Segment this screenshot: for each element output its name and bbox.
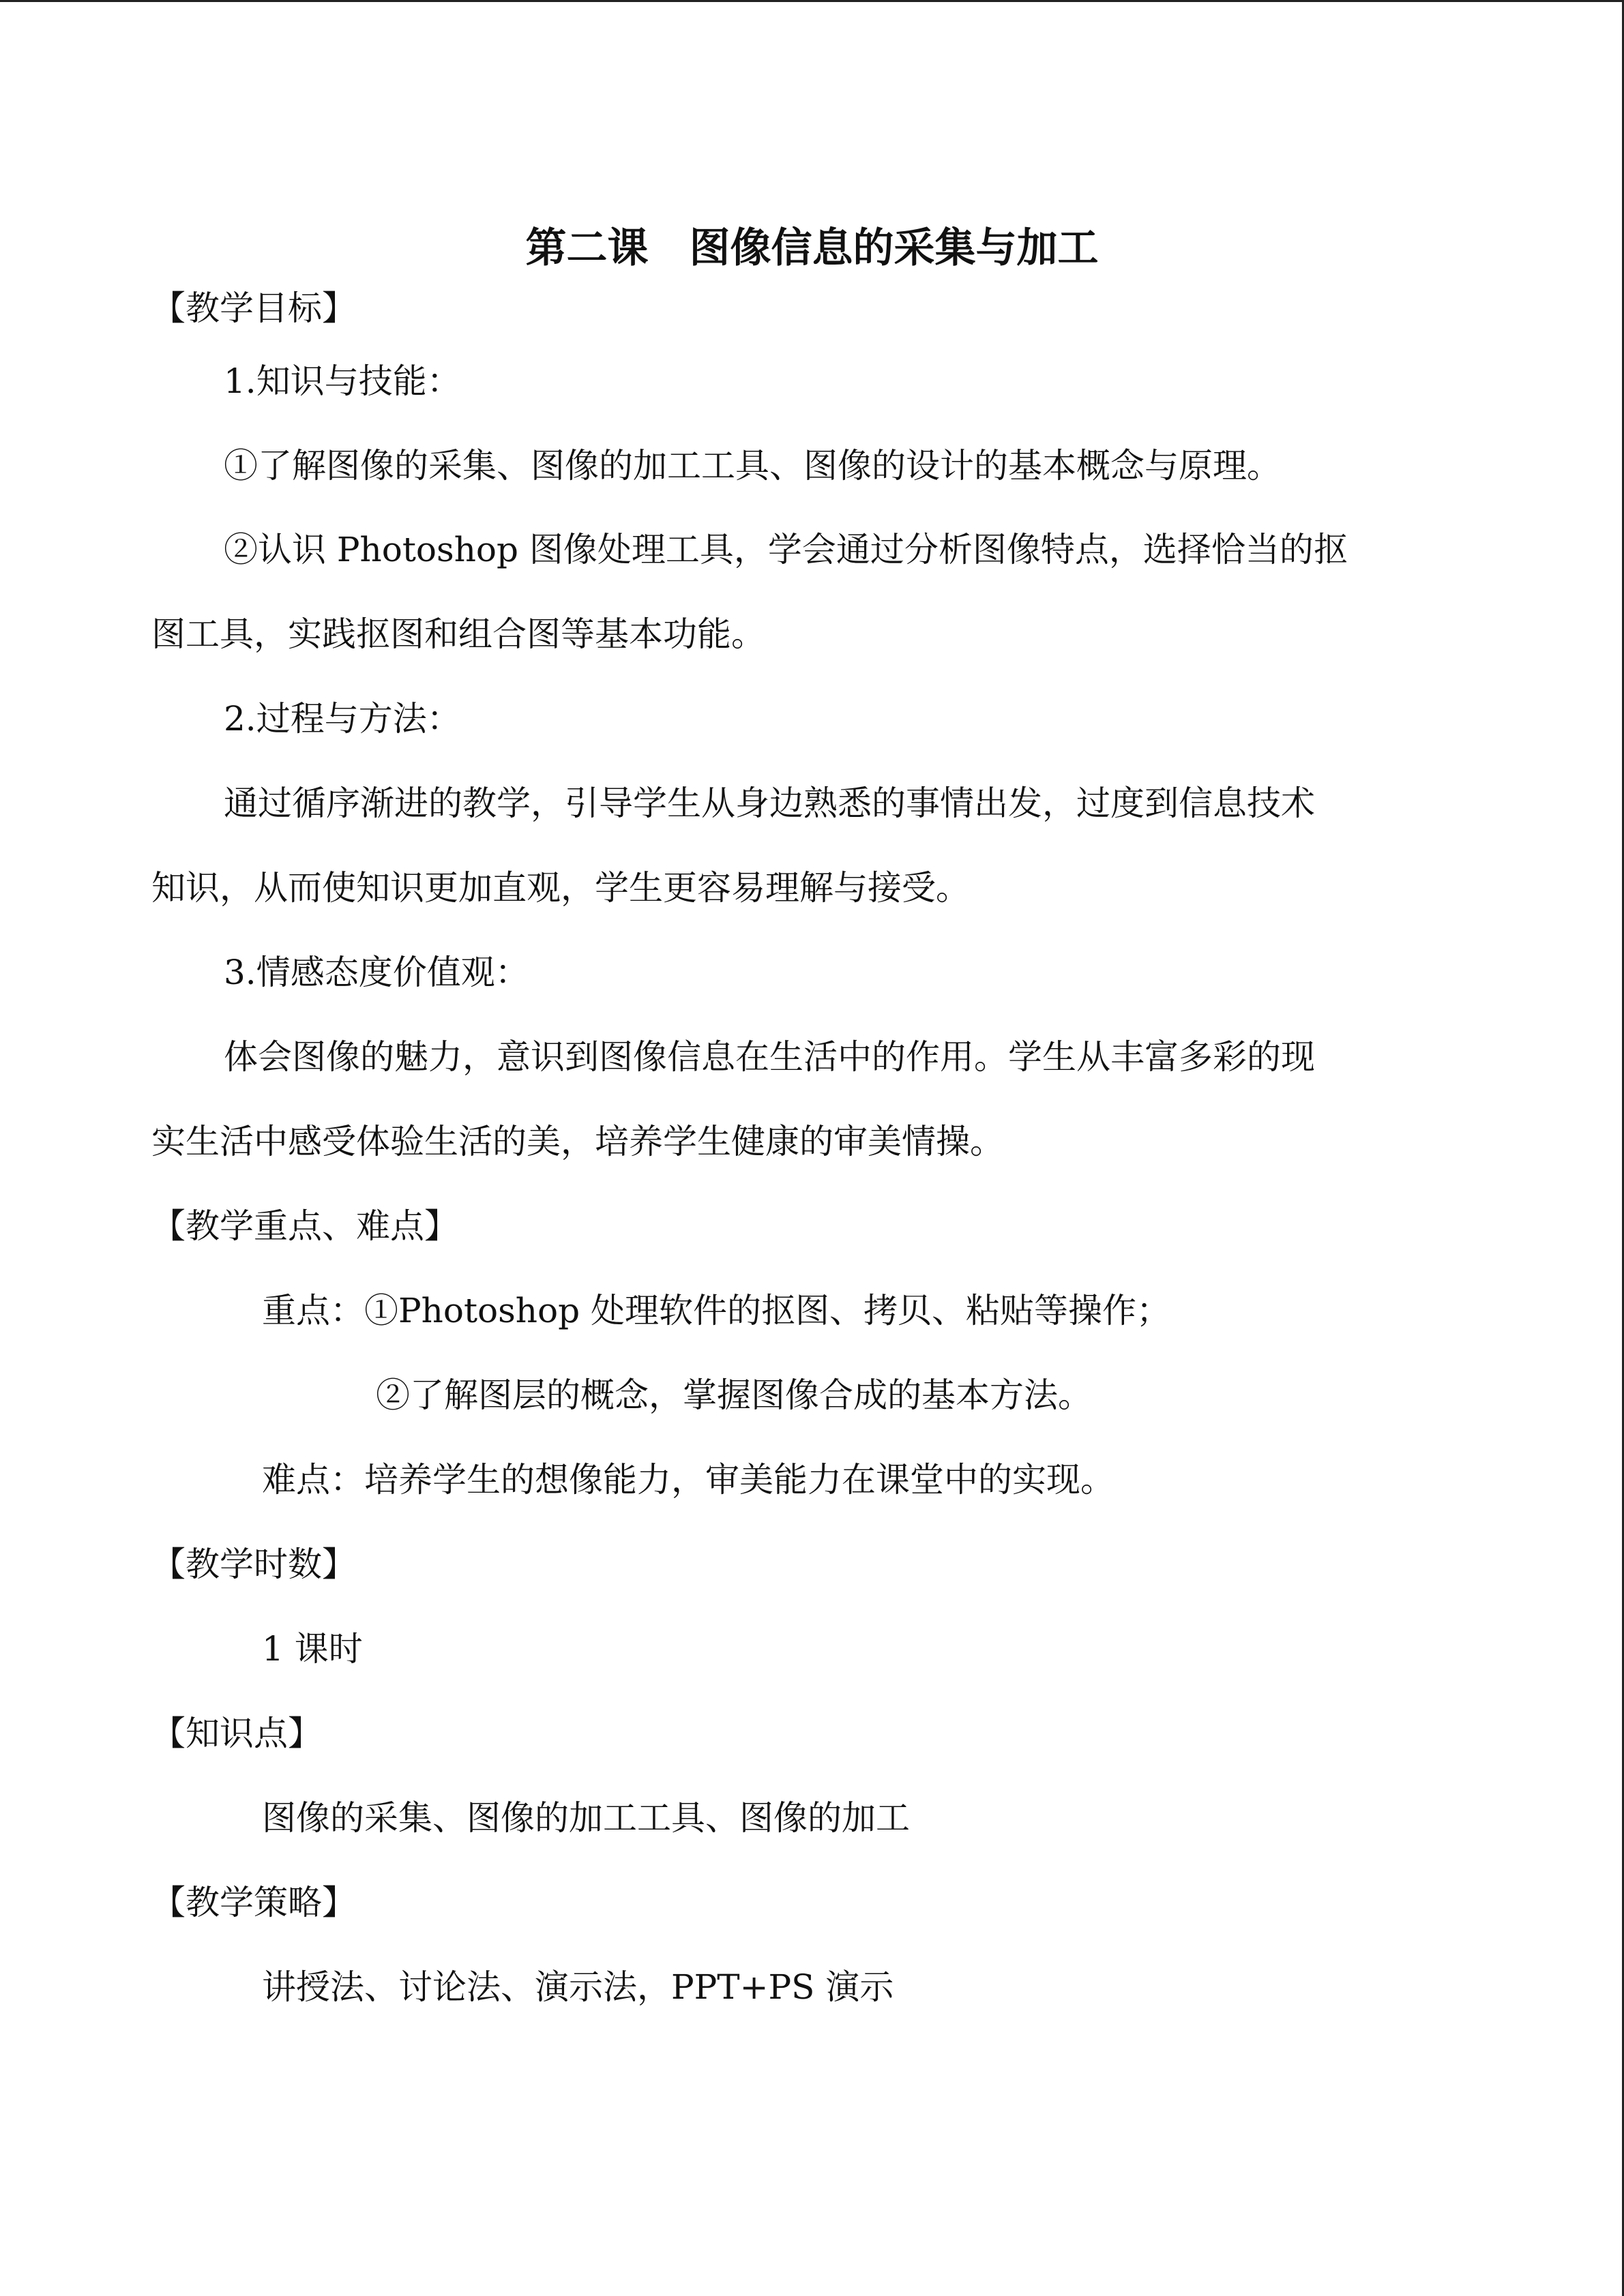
strategy-heading: 【教学策略】 xyxy=(151,1883,356,1922)
process-text-line-2: 知识，从而使知识更加直观，学生更容易理解与接受。 xyxy=(151,868,970,908)
process-text-line-1: 通过循序渐进的教学，引导学生从身边熟悉的事情出发，过度到信息技术 xyxy=(224,784,1315,823)
hours-value: 1 课时 xyxy=(262,1629,363,1669)
attitude-text-line-2: 实生活中感受体验生活的美，培养学生健康的审美情操。 xyxy=(151,1122,1004,1161)
knowledge-points-value: 图像的采集、图像的加工工具、图像的加工 xyxy=(262,1798,910,1838)
knowledge-skills-heading: 1.知识与技能： xyxy=(224,361,461,401)
knowledge-points-heading: 【知识点】 xyxy=(151,1714,322,1753)
focus-line-2: ②了解图层的概念，掌握图像合成的基本方法。 xyxy=(376,1375,1092,1415)
attitude-values-heading: 3.情感态度价值观： xyxy=(224,953,529,992)
knowledge-item-2-line-2: 图工具，实践抠图和组合图等基本功能。 xyxy=(151,614,765,654)
knowledge-item-1: ①了解图像的采集、图像的加工工具、图像的设计的基本概念与原理。 xyxy=(224,446,1281,486)
process-method-heading: 2.过程与方法： xyxy=(224,699,461,739)
difficulty-line: 难点：培养学生的想像能力，审美能力在课堂中的实现。 xyxy=(262,1460,1114,1500)
focus-line-1: 重点：①Photoshop 处理软件的抠图、拷贝、粘贴等操作； xyxy=(262,1291,1171,1330)
hours-heading: 【教学时数】 xyxy=(151,1545,356,1584)
lesson-number: 第二课 xyxy=(525,224,649,272)
key-points-heading: 【教学重点、难点】 xyxy=(151,1206,458,1246)
strategy-value: 讲授法、讨论法、演示法，PPT+PS 演示 xyxy=(262,1967,894,2007)
objectives-heading: 【教学目标】 xyxy=(151,288,356,328)
page-title xyxy=(0,215,1624,274)
attitude-text-line-1: 体会图像的魅力，意识到图像信息在生活中的作用。学生从丰富多彩的现 xyxy=(224,1037,1315,1077)
lesson-topic: 图像信息的采集与加工 xyxy=(689,224,1099,272)
top-border xyxy=(0,0,1624,2)
knowledge-item-2-line-1: ②认识 Photoshop 图像处理工具，学会通过分析图像特点，选择恰当的抠 xyxy=(224,530,1348,569)
